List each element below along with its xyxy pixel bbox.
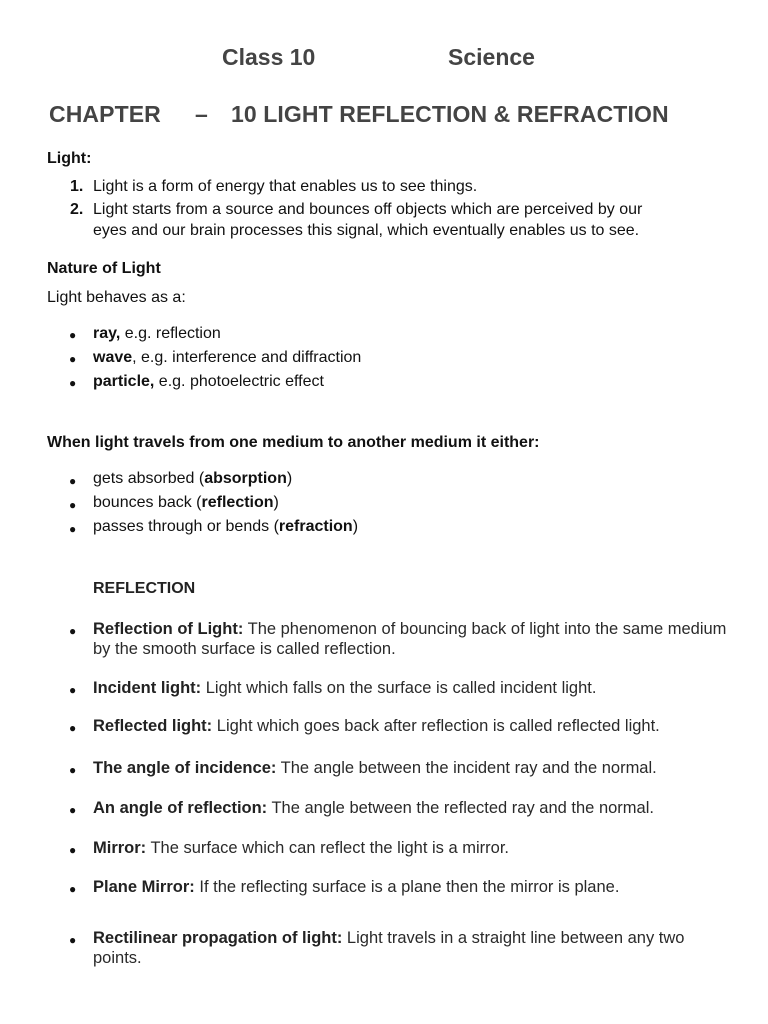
list-number: 1. [70,178,84,195]
reflection-heading: REFLECTION [93,580,196,597]
class-label: Class 10 [222,44,316,70]
chapter-title: 10 LIGHT REFLECTION & REFRACTION [231,101,669,127]
definition-item: An angle of reflection: The angle between the reflected ray and the normal. [93,799,654,817]
bullet-icon: ● [69,721,77,735]
chapter-dash: – [195,101,208,127]
bullet-icon: ● [69,522,77,536]
list-item: ray, e.g. reflection [93,325,221,342]
bullet-icon: ● [69,683,77,697]
list-number: 2. [70,201,84,218]
bullet-icon: ● [69,328,77,342]
definition-item: Reflection of Light: The phenomenon of bouncing back of light into the same medium by the smooth surface is called reflection. [93,620,727,658]
bullet-icon: ● [69,376,77,390]
bullet-icon: ● [69,474,77,488]
definition-item: Mirror: The surface which can reflect the light is a mirror. [93,839,510,857]
bullet-icon: ● [69,933,77,947]
bullet-icon: ● [69,352,77,366]
light-heading: Light: [47,150,92,167]
list-item: bounces back (reflection) [93,494,279,511]
definition-item: Incident light: Light which falls on the surface is called incident light. [93,679,597,697]
medium-heading: When light travels from one medium to another medium it either: [47,434,540,451]
list-item-text: eyes and our brain processes this signal, which eventually enables us to see. [93,222,640,239]
list-item-text: Light starts from a source and bounces off objects which are perceived by our [93,201,643,218]
bullet-icon: ● [69,763,77,777]
bullet-icon: ● [69,882,77,896]
definition-item: Reflected light: Light which goes back after reflection is called reflected light. [93,717,660,735]
definition-item: Plane Mirror: If the reflecting surface is a plane then the mirror is plane. [93,878,620,896]
list-item: gets absorbed (absorption) [93,470,293,487]
nature-intro: Light behaves as a: [47,289,186,306]
bullet-icon: ● [69,803,77,817]
chapter-word: CHAPTER [49,101,161,127]
list-item: particle, e.g. photoelectric effect [93,373,324,390]
definition-item: Rectilinear propagation of light: Light travels in a straight line between any two points. [93,929,685,967]
list-item-text: Light is a form of energy that enables us to see things. [93,178,478,195]
list-item: wave, e.g. interference and diffraction [93,349,362,366]
bullet-icon: ● [69,498,77,512]
bullet-icon: ● [69,843,77,857]
list-item: passes through or bends (refraction) [93,518,359,535]
bullet-icon: ● [69,624,77,638]
definition-item: The angle of incidence: The angle between the incident ray and the normal. [93,759,657,777]
subject-label: Science [448,44,535,70]
nature-heading: Nature of Light [47,260,161,277]
